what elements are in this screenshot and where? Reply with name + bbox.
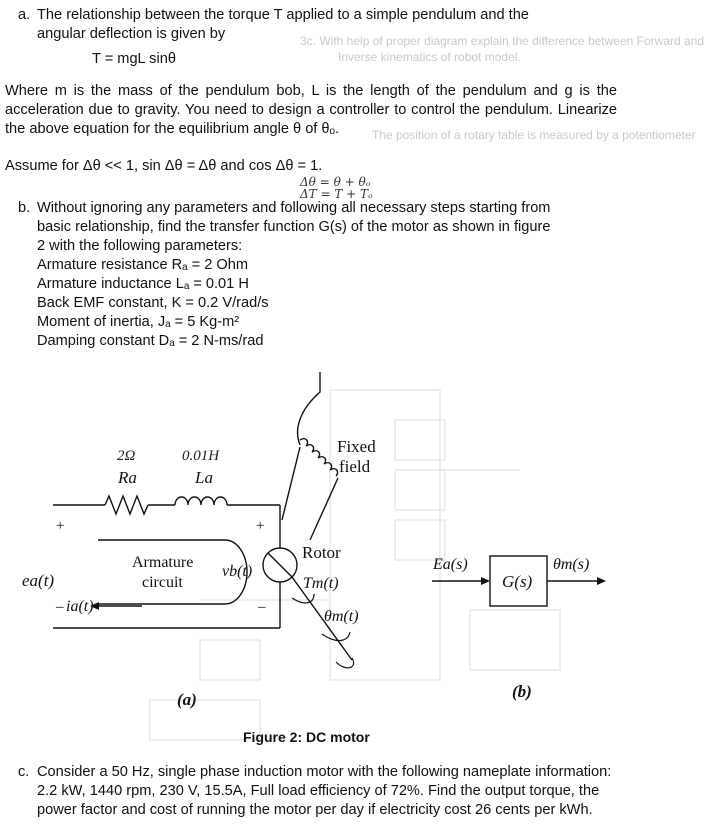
param-moment-inertia: Moment of inertia, Jₐ = 5 Kg-m²	[37, 314, 240, 330]
ghost-text-2: Inverse kinematics of robot model.	[338, 50, 521, 64]
section-a-line1: The relationship between the torque T applied to a simple pendulum and the	[37, 7, 529, 23]
section-b-line3: 2 with the following parameters:	[37, 238, 243, 254]
label-vb: vb(t)	[222, 563, 253, 580]
label-la: La	[195, 468, 213, 487]
label-theta-m: θm(t)	[324, 608, 359, 625]
resistor-ra	[105, 496, 148, 514]
fixed-field-coil	[300, 439, 338, 476]
minus-left: –	[56, 599, 64, 615]
label-ia: ia(t)	[66, 598, 94, 615]
ghost-text-3: The position of a rotary table is measured by a potentiometer	[372, 128, 696, 142]
ghost-text-1: 3c. With help of proper diagram explain the difference between Forward and	[300, 34, 704, 48]
label-ra: Ra	[118, 468, 137, 487]
figure-caption: Figure 2: DC motor	[243, 729, 370, 745]
label-tm: Tm(t)	[303, 575, 339, 592]
handwritten-001h: 0.01H	[182, 448, 220, 464]
torque-arrow	[292, 594, 314, 603]
section-a-label: a.	[18, 7, 31, 23]
handwritten-note-2: ΔT = T + Tₒ	[300, 187, 373, 201]
minus-right: –	[258, 599, 266, 615]
input-arrow-head	[481, 577, 490, 585]
label-circuit: circuit	[142, 574, 183, 591]
section-c-label: c.	[18, 764, 30, 780]
section-c-text: Consider a 50 Hz, single phase induction motor with the following nameplate information: 2.2 kW, 1440 rpm, 230 V, 15.5A, Full load efficiency of 72%. Find the output torque, the power factor and cost of running the motor per day if electricity cost 26 cents per kWh.	[37, 764, 612, 818]
plus-right: +	[256, 518, 265, 534]
pendulum-equation: T = mgL sinθ	[92, 51, 176, 67]
fixed-field-lead-2	[310, 478, 338, 540]
fixed-field-lead-1	[282, 447, 300, 520]
section-b-line2: basic relationship, find the transfer function G(s) of the motor as shown in figure	[37, 219, 551, 235]
label-field: field	[339, 457, 371, 476]
output-arrow-head	[597, 577, 606, 585]
label-ea-s: Ea(s)	[433, 556, 468, 573]
rotor-cross-1	[268, 553, 292, 577]
plus-left: +	[56, 518, 65, 534]
param-armature-resistance: Armature resistance Rₐ = 2 Ohm	[37, 257, 249, 273]
label-armature: Armature	[132, 554, 194, 571]
section-b-line1: Without ignoring any parameters and following all necessary steps starting from	[37, 200, 551, 216]
label-rotor: Rotor	[302, 543, 341, 562]
section-a-description: Where m is the mass of the pendulum bob, L is the length of the pendulum and g is the acceleration due to gravity. You need to design a controller to control the pendulum. Linearize the above equation for the equilibrium angle θ of θₒ.	[5, 83, 617, 137]
fixed-field-outline	[298, 372, 320, 445]
label-gs: G(s)	[502, 572, 533, 591]
handwritten-2ohm: 2Ω	[117, 448, 136, 464]
label-ea: ea(t)	[22, 571, 55, 590]
section-a-assumption: Assume for Δθ << 1, sin Δθ = Δθ and cos Δθ = 1.	[5, 158, 323, 174]
param-damping: Damping constant Dₐ = 2 N-ms/rad	[37, 333, 264, 349]
handwritten-note-1: Δθ = θ + θₒ	[300, 175, 371, 189]
param-armature-inductance: Armature inductance Lₐ = 0.01 H	[37, 276, 249, 292]
label-theta-out: θm(s)	[553, 556, 590, 573]
inductor-la	[175, 497, 227, 505]
label-fixed: Fixed	[337, 437, 376, 456]
label-a: (a)	[177, 690, 197, 709]
param-back-emf: Back EMF constant, K = 0.2 V/rad/s	[37, 295, 269, 311]
section-a-line2: angular deflection is given by	[37, 26, 226, 42]
section-b-label: b.	[18, 200, 31, 216]
theta-arrow	[322, 632, 350, 641]
label-b: (b)	[512, 682, 532, 701]
